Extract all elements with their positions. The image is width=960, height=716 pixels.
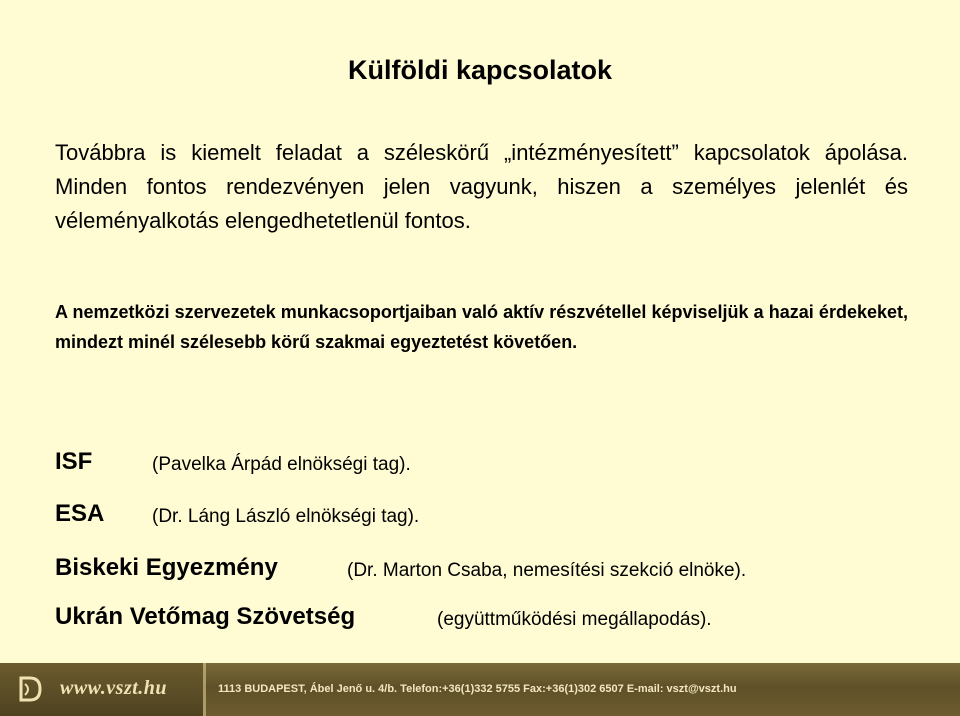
org-role-biskeki: (Dr. Marton Csaba, nemesítési szekció elnöke). xyxy=(347,560,747,581)
org-name-biskeki: Biskeki Egyezmény xyxy=(55,554,278,581)
footer-contact: 1113 BUDAPEST, Ábel Jenő u. 4/b. Telefon:+36(1)332 5755 Fax:+36(1)302 6507 E-mail: vszt@vszt.hu xyxy=(218,683,737,695)
intro-paragraph: Továbbra is kiemelt feladat a széleskörű „intézményesített” kapcsolatok ápolása. Minden fontos rendezvényen jelen vagyunk, hiszen a személyes jelenlét és véleményalkotás elengedhetetlenül fontos. xyxy=(55,140,908,233)
footer-bar xyxy=(0,663,960,716)
page-title: Külföldi kapcsolatok xyxy=(347,55,613,85)
org-role-esa: (Dr. Láng László elnökségi tag). xyxy=(152,506,420,527)
vszt-logo-icon xyxy=(18,676,42,702)
org-name-ukran: Ukrán Vetőmag Szövetség xyxy=(55,603,356,630)
org-role-isf: (Pavelka Árpád elnökségi tag). xyxy=(152,454,411,475)
org-role-ukran: (együttműködési megállapodás). xyxy=(437,609,712,630)
participation-paragraph: A nemzetközi szervezetek munkacsoportjaiban való aktív részvétellel képviseljük a hazai érdekeket, mindezt minél szélesebb körű szakmai egyeztetést követően. xyxy=(55,302,908,352)
footer-divider xyxy=(203,663,206,716)
org-name-esa: ESA xyxy=(55,500,105,527)
org-name-isf: ISF xyxy=(55,448,93,475)
footer-website[interactable]: www.vszt.hu xyxy=(60,677,168,699)
footer-logo xyxy=(0,663,203,716)
